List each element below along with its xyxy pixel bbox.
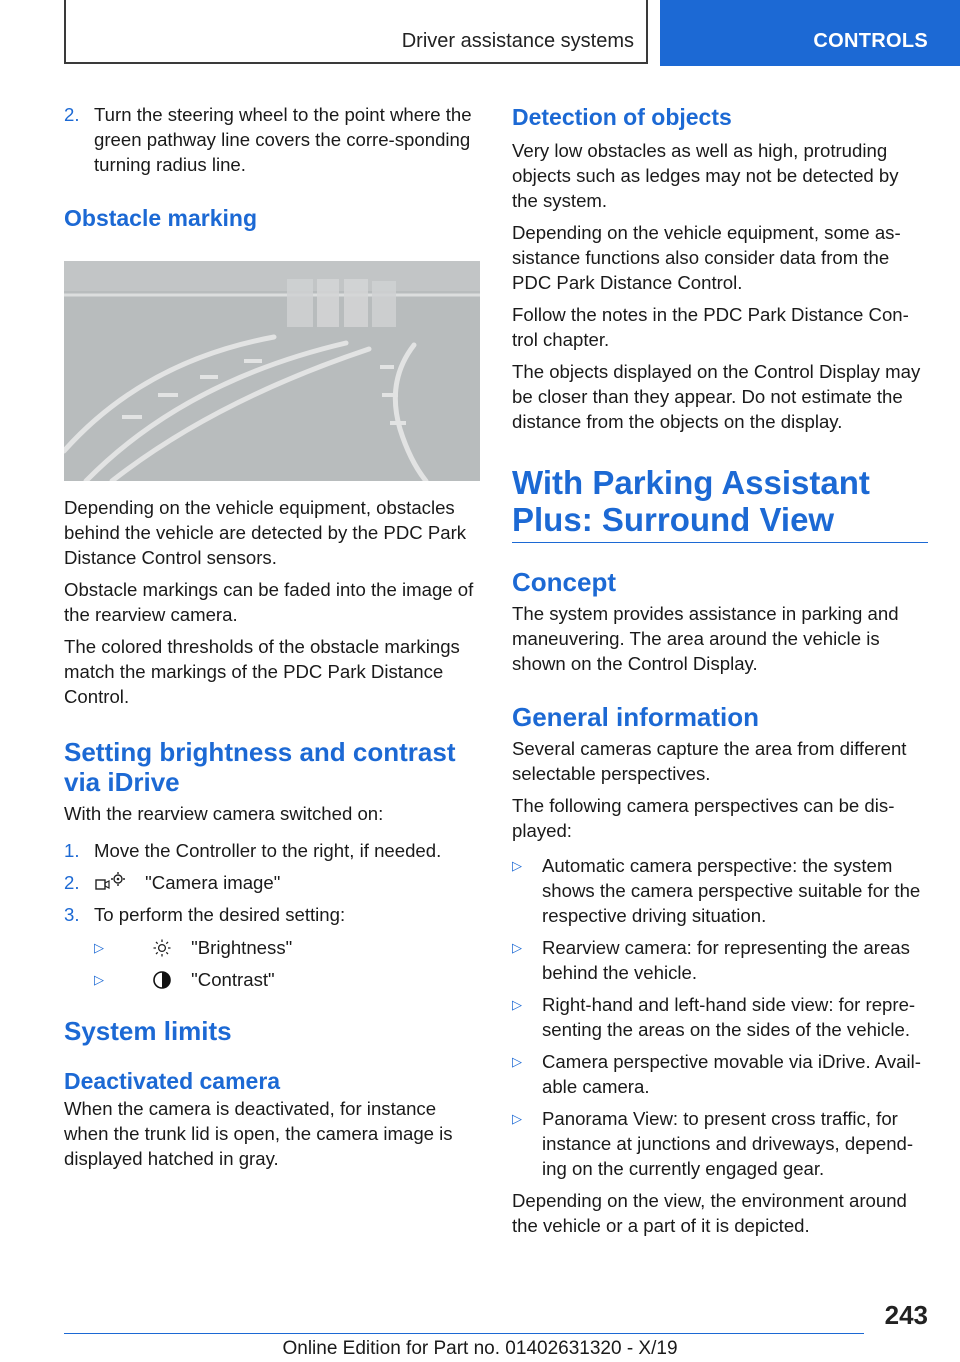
bullet-triangle-icon: ▷	[512, 997, 522, 1012]
list-item	[512, 992, 928, 1042]
header-section-box	[64, 0, 648, 64]
concept-heading: Concept	[512, 567, 616, 597]
setting-options	[94, 935, 480, 992]
detection-objects-heading: Detection of objects	[512, 104, 732, 130]
obstacle-paragraph-1: Depending on the vehicle equipment, obstacles behind the vehicle are detected by the PDC Park Distance Control sensors.	[64, 497, 467, 568]
step-number: 2.	[64, 872, 80, 893]
obstacle-marking-heading: Obstacle marking	[64, 205, 258, 231]
step-text: Turn the steering wheel to the point where the green pathway line covers the corre‐sponding turning radius line.	[94, 104, 472, 175]
header-chapter-title: CONTROLS	[813, 30, 928, 52]
step-text: To perform the desired setting:	[94, 904, 346, 925]
general-paragraph-1: Several cameras capture the area from different selectable perspectives.	[512, 738, 907, 784]
list-item	[64, 102, 480, 177]
bullet-triangle-icon: ▷	[512, 858, 522, 873]
step-number: 2.	[64, 104, 80, 125]
bullet-triangle-icon: ▷	[94, 940, 104, 955]
brightness-icon	[152, 938, 172, 958]
footer-divider	[64, 1333, 864, 1334]
bullet-triangle-icon: ▷	[512, 1111, 522, 1126]
list-item	[64, 870, 480, 895]
perspective-text: Rearview camera: for representing the areas behind the vehicle.	[542, 937, 910, 983]
detection-paragraph-1: Very low obstacles as well as high, protruding objects such as ledges may not be detected by the system.	[512, 140, 899, 211]
step-number: 1.	[64, 840, 80, 861]
edition-footer: Online Edition for Part no. 01402631320 - X/19	[282, 1338, 678, 1359]
surround-view-heading-block	[512, 464, 928, 543]
list-item	[512, 1106, 928, 1181]
step-number: 3.	[64, 904, 80, 925]
brightness-contrast-heading: Setting brightness and contrast via iDrive	[64, 737, 456, 797]
deactivated-paragraph: When the camera is deactivated, for instance when the trunk lid is open, the camera image is displayed hatched in gray.	[64, 1098, 453, 1169]
step-text: "Camera image"	[145, 872, 281, 893]
obstacle-paragraph-2: Obstacle markings can be faded into the image of the rearview camera.	[64, 579, 474, 625]
detection-paragraph-3: Follow the notes in the PDC Park Distance Con‐trol chapter.	[512, 304, 909, 350]
list-item	[512, 853, 928, 928]
right-column	[512, 102, 928, 1245]
steering-steps	[64, 102, 480, 177]
obstacle-marking-figure	[64, 261, 480, 481]
left-column	[64, 102, 480, 1178]
perspective-text: Panorama View: to present cross traffic, for instance at junctions and driveways, depend‐ing on the currently engaged gear.	[542, 1108, 914, 1179]
header-chapter-tab	[660, 0, 960, 66]
bullet-triangle-icon: ▷	[512, 940, 522, 955]
brightness-intro: With the rearview camera switched on:	[64, 803, 384, 824]
concept-paragraph: The system provides assistance in parking and maneuvering. The area around the vehicle is shown on the Control Display.	[512, 603, 899, 674]
list-item	[64, 838, 480, 863]
closing-paragraph: Depending on the view, the environment around the vehicle or a part of it is depicted.	[512, 1190, 907, 1236]
bullet-triangle-icon: ▷	[512, 1054, 522, 1069]
general-information-heading: General information	[512, 702, 760, 732]
list-item	[512, 935, 928, 985]
header-section-title: Driver assistance systems	[401, 30, 634, 52]
surround-view-heading: With Parking Assistant Plus: Surround View	[512, 464, 870, 538]
obstacle-paragraph-3: The colored thresholds of the obstacle markings match the markings of the PDC Park Distance Control.	[64, 636, 460, 707]
camera-perspectives-list	[512, 853, 928, 1181]
brightness-steps	[64, 838, 480, 992]
detection-paragraph-2: Depending on the vehicle equipment, some as‐sistance functions also consider data from the PDC Park Distance Control.	[512, 222, 901, 293]
brightness-label: "Brightness"	[191, 937, 293, 958]
list-item	[94, 935, 480, 960]
contrast-label: "Contrast"	[191, 969, 275, 990]
detection-paragraph-4: The objects displayed on the Control Display may be closer than they appear. Do not estimate the distance from the objects on the display.	[512, 361, 921, 432]
bullet-triangle-icon: ▷	[94, 972, 104, 987]
system-limits-heading: System limits	[64, 1016, 232, 1046]
step-text: Move the Controller to the right, if needed.	[94, 840, 442, 861]
list-item	[512, 1049, 928, 1099]
general-paragraph-2: The following camera perspectives can be dis‐played:	[512, 795, 895, 841]
perspective-text: Right-hand and left-hand side view: for repre‐senting the areas on the sides of the vehicle.	[542, 994, 916, 1040]
perspective-text: Automatic camera perspective: the system shows the camera perspective suitable for the respective driving situation.	[542, 855, 921, 926]
list-item	[64, 902, 480, 992]
list-item	[94, 967, 480, 992]
perspective-text: Camera perspective movable via iDrive. Avail‐able camera.	[542, 1051, 921, 1097]
deactivated-camera-heading: Deactivated camera	[64, 1068, 281, 1094]
page-number: 243	[884, 1300, 928, 1330]
contrast-icon	[152, 970, 172, 990]
camera-settings-icon	[94, 871, 126, 893]
